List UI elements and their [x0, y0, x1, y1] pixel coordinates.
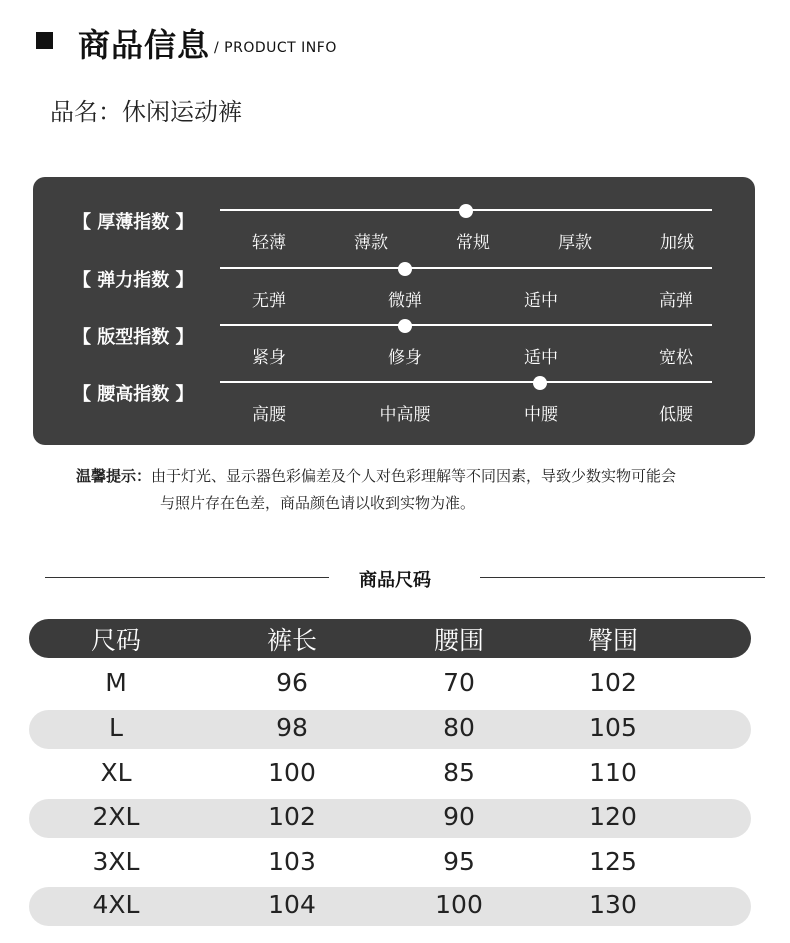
table-cell: 2XL	[92, 802, 140, 831]
product-name: 品名：休闲运动裤	[50, 98, 242, 126]
table-row	[29, 665, 751, 704]
table-cell: 104	[268, 890, 316, 919]
table-row	[29, 710, 751, 749]
index-label-thickness: 【 厚薄指数 】	[73, 212, 194, 233]
header-square-icon	[36, 32, 53, 49]
table-cell: 98	[276, 713, 308, 742]
index-option: 适中	[524, 348, 558, 368]
index-option: 薄款	[354, 233, 388, 253]
index-option: 高弹	[659, 291, 693, 311]
column-header-hip: 臀围	[587, 626, 639, 655]
index-option: 厚款	[558, 233, 592, 253]
index-label-elasticity: 【 弹力指数 】	[73, 270, 194, 291]
index-option: 宽松	[659, 348, 693, 368]
index-label-waist-rise: 【 腰高指数 】	[73, 384, 194, 405]
table-cell: 4XL	[92, 890, 140, 919]
notice-line-2: 与照片存在色差，商品颜色请以收到实物为准。	[160, 494, 476, 512]
table-cell: 102	[268, 802, 316, 831]
table-cell: M	[105, 668, 127, 697]
table-row	[29, 799, 751, 838]
table-cell: 103	[268, 847, 316, 876]
index-track-fit	[220, 324, 712, 326]
table-cell: 102	[589, 668, 637, 697]
table-row	[29, 887, 751, 926]
notice	[76, 463, 676, 517]
index-option: 加绒	[660, 233, 694, 253]
table-cell: 105	[589, 713, 637, 742]
table-row	[29, 844, 751, 883]
size-table-header	[29, 619, 751, 658]
table-cell: 100	[268, 758, 316, 787]
index-track-waist-rise	[220, 381, 712, 383]
index-option: 低腰	[659, 405, 693, 425]
index-option: 紧身	[252, 348, 286, 368]
table-cell: 85	[443, 758, 475, 787]
table-cell: 90	[443, 802, 475, 831]
table-cell: L	[109, 713, 123, 742]
table-cell: 70	[443, 668, 475, 697]
table-cell: XL	[100, 758, 132, 787]
index-panel	[33, 177, 755, 445]
table-cell: 80	[443, 713, 475, 742]
table-cell: 110	[589, 758, 637, 787]
table-cell: 120	[589, 802, 637, 831]
index-option: 修身	[388, 348, 422, 368]
index-knob-thickness	[459, 204, 473, 218]
index-option: 中腰	[524, 405, 558, 425]
table-row	[29, 755, 751, 794]
index-option: 适中	[524, 291, 558, 311]
section-title: 商品信息	[78, 26, 211, 64]
table-cell: 100	[435, 890, 483, 919]
index-option: 无弹	[252, 291, 286, 311]
index-option: 常规	[456, 233, 490, 253]
notice-lead: 温馨提示：	[76, 467, 152, 485]
column-header-waist: 腰围	[433, 626, 485, 655]
index-track-elasticity	[220, 267, 712, 269]
index-option: 中高腰	[379, 405, 431, 425]
column-header-size: 尺码	[90, 626, 142, 655]
size-section-title: 商品尺码	[359, 570, 431, 591]
table-cell: 3XL	[92, 847, 140, 876]
index-option: 轻薄	[252, 233, 286, 253]
notice-line-1: 由于灯光、显示器色彩偏差及个人对色彩理解等不同因素，导致少数实物可能会	[151, 467, 677, 485]
table-cell: 125	[589, 847, 637, 876]
table-cell: 95	[443, 847, 475, 876]
index-label-fit: 【 版型指数 】	[73, 327, 194, 348]
index-knob-elasticity	[398, 262, 412, 276]
section-subtitle: / PRODUCT INFO	[214, 40, 337, 56]
table-cell: 130	[589, 890, 637, 919]
index-option: 微弹	[388, 291, 422, 311]
index-knob-waist-rise	[533, 376, 547, 390]
index-knob-fit	[398, 319, 412, 333]
index-option: 高腰	[252, 405, 286, 425]
table-cell: 96	[276, 668, 308, 697]
column-header-length: 裤长	[266, 626, 318, 655]
